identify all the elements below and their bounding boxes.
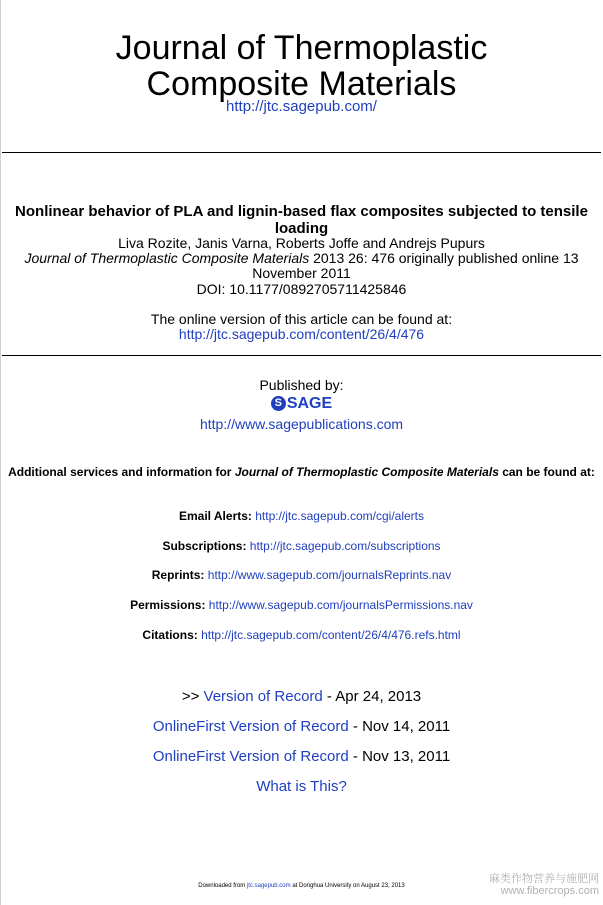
onlinefirst-date-1: - Nov 14, 2011 [348, 718, 451, 735]
service-email-alerts [0, 509, 603, 523]
permissions-label: Permissions: [130, 598, 206, 612]
additional-services-heading [0, 466, 603, 479]
online-version-link[interactable]: http://jtc.sagepub.com/content/26/4/476 [178, 326, 425, 342]
onlinefirst-date-2: - Nov 13, 2011 [348, 748, 451, 765]
page-border [0, 0, 1, 905]
footer-prefix: Downloaded from [198, 883, 247, 889]
sage-logo-icon: S [271, 396, 286, 411]
onlinefirst-row-1 [0, 718, 603, 735]
published-by-label: Published by: [259, 377, 344, 393]
middle-divider [2, 355, 601, 356]
journal-url-link[interactable]: http://jtc.sagepub.com/ [226, 98, 377, 115]
email-alerts-label: Email Alerts: [178, 509, 252, 523]
journal-title [0, 30, 603, 102]
service-reprints [0, 568, 603, 582]
publisher-url-link[interactable]: http://www.sagepublications.com [199, 416, 404, 432]
article-authors: Liva Rozite, Janis Varna, Roberts Joffe and Andrejs Pupurs [118, 235, 485, 251]
reprints-label: Reprints: [151, 568, 205, 582]
version-of-record-link[interactable]: Version of Record [203, 688, 323, 705]
journal-title-line1: Journal of Thermoplastic [115, 29, 488, 67]
watermark-line1: 麻类作物营养与施肥网 [489, 873, 599, 885]
citations-link[interactable]: http://jtc.sagepub.com/content/26/4/476.refs.html [201, 628, 461, 642]
article-citation [0, 251, 603, 281]
service-citations [0, 628, 603, 642]
what-is-this-link[interactable]: What is This? [256, 778, 347, 795]
permissions-link[interactable]: http://www.sagepub.com/journalsPermissions.nav [208, 598, 473, 612]
subscriptions-link[interactable]: http://jtc.sagepub.com/subscriptions [249, 539, 441, 553]
service-subscriptions [0, 539, 603, 553]
watermark-line2: www.fibercrops.com [500, 885, 599, 897]
version-record-row [0, 688, 603, 705]
sage-logo-text: SAGE [286, 394, 333, 412]
sage-logo[interactable] [0, 393, 603, 413]
version-record-prefix: >> [181, 688, 204, 705]
reprints-link[interactable]: http://www.sagepub.com/journalsReprints.nav [207, 568, 452, 582]
footer-suffix: at Donghua University on August 23, 2013 [290, 883, 405, 889]
service-permissions [0, 598, 603, 612]
top-divider [2, 152, 601, 153]
onlinefirst-link-2[interactable]: OnlineFirst Version of Record [152, 748, 349, 765]
article-doi: DOI: 10.1177/0892705711425846 [196, 281, 407, 297]
email-alerts-link[interactable]: http://jtc.sagepub.com/cgi/alerts [255, 509, 424, 523]
version-record-date: - Apr 24, 2013 [322, 688, 422, 705]
online-version-text: The online version of this article can be found at: [150, 311, 453, 327]
footer-link[interactable]: jtc.sagepub.com [246, 883, 291, 889]
subscriptions-label: Subscriptions: [162, 539, 247, 553]
site-watermark [489, 873, 599, 897]
citations-label: Citations: [142, 628, 198, 642]
additional-journal: Journal of Thermoplastic Composite Materials [234, 465, 499, 479]
onlinefirst-row-2 [0, 748, 603, 765]
journal-title-line2: Composite Materials [146, 65, 457, 103]
additional-suffix: can be found at: [498, 465, 595, 479]
onlinefirst-link-1[interactable]: OnlineFirst Version of Record [152, 718, 349, 735]
additional-prefix: Additional services and information for [8, 465, 235, 479]
citation-journal: Journal of Thermoplastic Composite Materials [24, 250, 310, 266]
article-title: Nonlinear behavior of PLA and lignin-based flax composites subjected to tensile loading [15, 203, 588, 237]
citation-details: 2013 26: 476 originally published online 13 November 2011 [252, 250, 579, 281]
